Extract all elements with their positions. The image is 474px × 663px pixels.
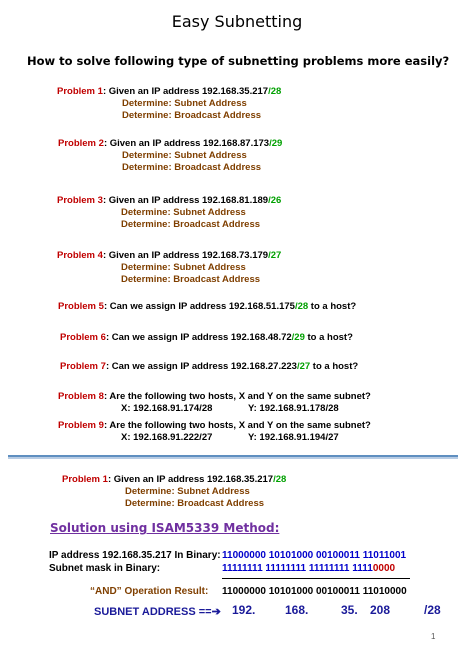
problem-prefix: /27 [296, 361, 311, 372]
section-divider [8, 455, 458, 457]
solution-problem [62, 474, 286, 485]
subnet-label-text: SUBNET ADDRESS == [94, 606, 212, 618]
solution-title: Solution using ISAM5339 Method: [50, 521, 280, 535]
result-underline [222, 578, 410, 579]
page-subtitle: How to solve following type of subnetting problems more easily? [27, 54, 450, 68]
problem-label: Problem 1 [62, 474, 108, 485]
problem-tail: to a host? [308, 301, 357, 312]
subnet-octet-1: 192. [232, 603, 256, 617]
problem-text: : Are the following two hosts, X and Y on the same subnet? [103, 391, 371, 402]
problem-prefix: /28 [268, 86, 282, 97]
problem-2 [58, 138, 282, 149]
problem-label: Problem 6 [60, 332, 106, 343]
ip-binary-value: 11000000 10101000 00100011 11011001 [222, 550, 407, 561]
mask-ones: 11111111 11111111 11111111 1111 [222, 563, 373, 574]
and-result-label: “AND” Operation Result: [90, 586, 209, 597]
problem-label: Problem 2 [58, 138, 104, 149]
determine-broadcast: Determine: Broadcast Address [122, 110, 262, 121]
mask-zeros: 0000 [372, 563, 396, 574]
problem-4 [57, 250, 281, 261]
problem-prefix: /28 [294, 301, 309, 312]
problem-label: Problem 1 [57, 86, 103, 97]
host-x: X: 192.168.91.222/27 [121, 432, 213, 443]
problem-3 [57, 195, 281, 206]
problem-text: : Are the following two hosts, X and Y on the same subnet? [103, 420, 371, 431]
problem-9 [58, 420, 371, 431]
problem-5 [58, 301, 356, 312]
determine-subnet: Determine: Subnet Address [121, 207, 246, 218]
page-number: 1 [431, 632, 436, 641]
determine-broadcast: Determine: Broadcast Address [122, 162, 262, 173]
mask-binary-label: Subnet mask in Binary: [49, 563, 161, 574]
problem-text: : Given an IP address 192.168.35.217 [107, 474, 274, 485]
page-title: Easy Subnetting [171, 12, 303, 31]
arrow-icon: ➔ [211, 606, 221, 618]
and-result-value: 11000000 10101000 00100011 11010000 [222, 586, 407, 597]
problem-prefix: /29 [291, 332, 305, 343]
problem-tail: to a host? [310, 361, 359, 372]
determine-broadcast: Determine: Broadcast Address [125, 498, 265, 509]
determine-subnet: Determine: Subnet Address [121, 262, 246, 273]
host-x: X: 192.168.91.174/28 [121, 403, 213, 414]
problem-1 [57, 86, 281, 97]
problem-text: : Can we assign IP address 192.168.48.72 [105, 332, 292, 343]
problem-prefix: /28 [273, 474, 287, 485]
host-y: Y: 192.168.91.178/28 [248, 403, 339, 414]
problem-text: : Can we assign IP address 192.168.51.175 [103, 301, 295, 312]
problem-label: Problem 4 [57, 250, 103, 261]
ip-binary-label: IP address 192.168.35.217 In Binary: [49, 550, 221, 561]
subnet-address-label [94, 605, 221, 618]
subnet-octet-3: 35. [341, 603, 358, 617]
problem-prefix: /26 [268, 195, 282, 206]
problem-text: : Given an IP address 192.168.35.217 [102, 86, 269, 97]
problem-text: : Given an IP address 192.168.73.179 [102, 250, 269, 261]
determine-subnet: Determine: Subnet Address [122, 98, 247, 109]
problem-label: Problem 8 [58, 391, 104, 402]
determine-broadcast: Determine: Broadcast Address [121, 219, 261, 230]
problem-7 [60, 361, 358, 372]
problem-label: Problem 3 [57, 195, 103, 206]
determine-broadcast: Determine: Broadcast Address [121, 274, 261, 285]
problem-text: : Can we assign IP address 192.168.27.223 [105, 361, 297, 372]
determine-subnet: Determine: Subnet Address [122, 150, 247, 161]
problem-8 [58, 391, 371, 402]
host-y: Y: 192.168.91.194/27 [248, 432, 339, 443]
problem-text: : Given an IP address 192.168.87.173 [103, 138, 270, 149]
problem-text: : Given an IP address 192.168.81.189 [102, 195, 269, 206]
problem-prefix: /29 [269, 138, 283, 149]
problem-label: Problem 5 [58, 301, 104, 312]
problem-6 [60, 332, 353, 343]
problem-label: Problem 9 [58, 420, 104, 431]
subnet-octet-4: 208 [370, 603, 391, 617]
problem-tail: to a host? [304, 332, 353, 343]
problem-prefix: /27 [268, 250, 282, 261]
mask-binary-value [222, 563, 395, 574]
subnet-octet-2: 168. [285, 603, 309, 617]
subnet-prefix: /28 [424, 603, 441, 617]
determine-subnet: Determine: Subnet Address [125, 486, 250, 497]
problem-label: Problem 7 [60, 361, 106, 372]
